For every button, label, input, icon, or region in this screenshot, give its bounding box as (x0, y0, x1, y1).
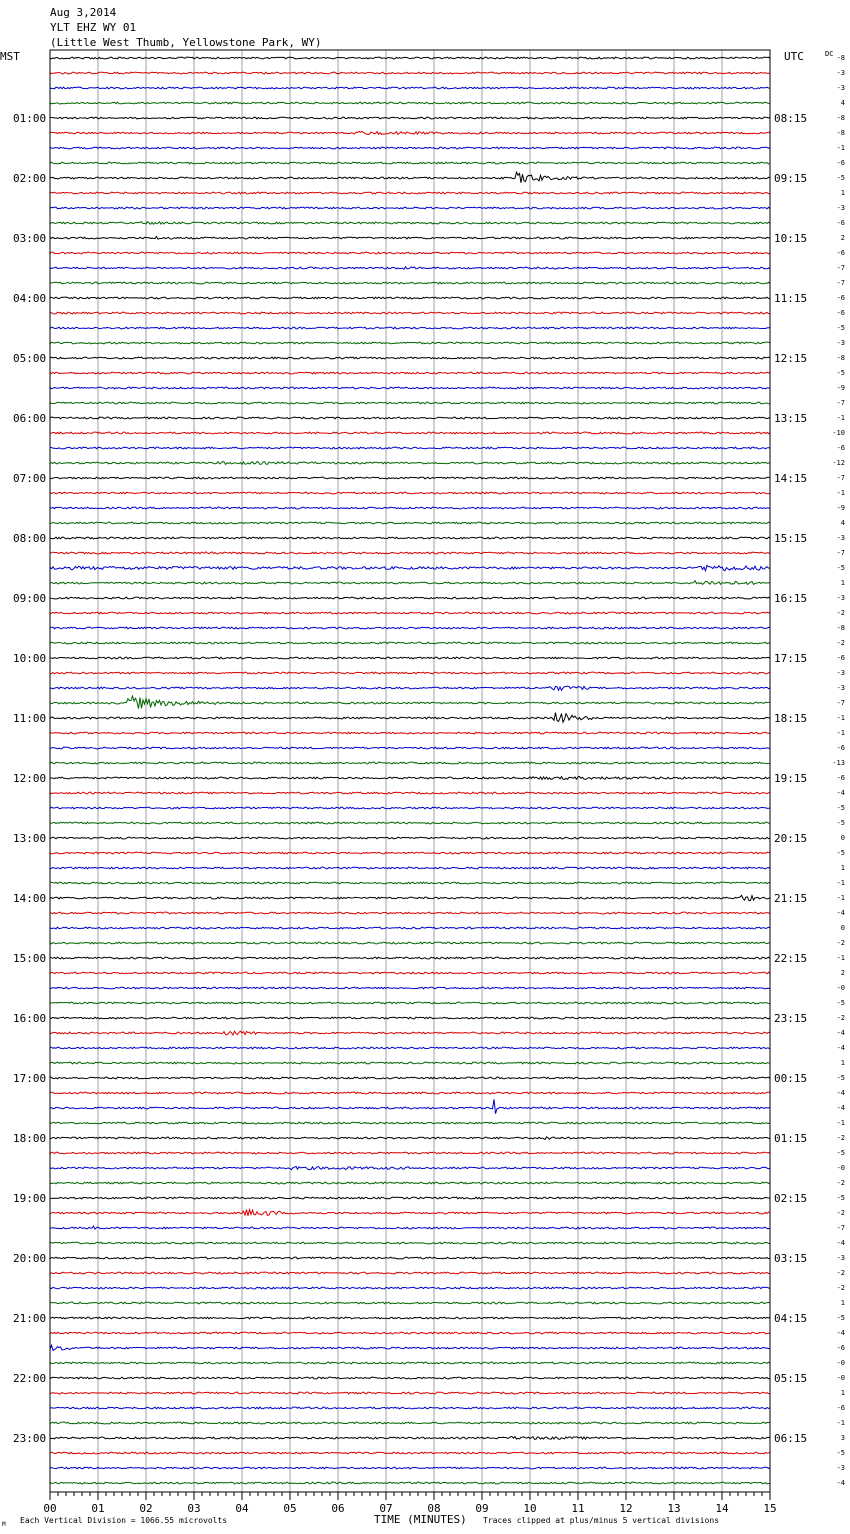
dc-offset-label: -0 (836, 1374, 845, 1382)
dc-offset-label: -3 (836, 594, 845, 602)
dc-offset-label: -4 (836, 1104, 845, 1112)
station-date: Aug 3,2014 (50, 6, 117, 19)
seismic-trace (50, 417, 770, 419)
seismic-trace (50, 657, 770, 659)
dc-offset-label: -5 (836, 1149, 845, 1157)
x-axis (43, 1492, 776, 1515)
seismic-trace (50, 927, 770, 929)
seismic-trace (50, 282, 770, 284)
mst-time-label: 10:00 (13, 652, 47, 665)
dc-offset-label: -8 (836, 624, 845, 632)
dc-offset-label: -6 (836, 744, 845, 752)
x-tick-label: 09 (475, 1502, 489, 1515)
seismic-trace (50, 762, 770, 764)
dc-offset-label: -2 (836, 639, 845, 647)
mst-time-label: 12:00 (13, 772, 47, 785)
seismic-trace (50, 1182, 770, 1184)
seismic-trace (50, 402, 770, 404)
utc-time-label: 12:15 (774, 352, 808, 365)
dc-offset-label: 3 (840, 1434, 845, 1442)
x-tick-label: 03 (187, 1502, 201, 1515)
seismic-trace (50, 1332, 770, 1334)
dc-offset-label: -2 (836, 1014, 845, 1022)
mst-labels (13, 112, 46, 1445)
dc-offset-label: -5 (836, 324, 845, 332)
seismic-trace (50, 686, 770, 690)
seismic-trace (50, 87, 770, 89)
dc-offset-label: -6 (836, 444, 845, 452)
utc-time-label: 02:15 (774, 1192, 808, 1205)
dc-offset-label: -1 (836, 414, 845, 422)
seismic-trace (50, 1272, 770, 1274)
seismic-trace (50, 1242, 770, 1244)
seismic-trace (50, 327, 770, 329)
seismic-trace (50, 1002, 770, 1004)
mst-time-label: 11:00 (13, 712, 47, 725)
seismic-trace (50, 172, 770, 183)
seismic-trace (50, 747, 770, 749)
dc-offset-label: -7 (836, 264, 845, 272)
utc-time-label: 13:15 (774, 412, 808, 425)
dc-offset-label: -12 (832, 459, 845, 467)
dc-offset-label: -3 (836, 204, 845, 212)
dc-offset-label: -7 (836, 1224, 845, 1232)
dc-offset-label: -8 (836, 129, 845, 137)
dc-offset-label: -8 (836, 354, 845, 362)
seismic-trace (50, 1047, 770, 1049)
dc-offset-label: -6 (836, 1404, 845, 1412)
dc-offset-label: -1 (836, 1419, 845, 1427)
dc-offset-label: -5 (836, 999, 845, 1007)
seismic-trace (50, 207, 770, 209)
dc-offset-label: -5 (836, 804, 845, 812)
dc-offset-label: -3 (836, 534, 845, 542)
seismic-trace (50, 597, 770, 599)
dc-offset-label: -5 (836, 849, 845, 857)
dc-offset-label: 0 (840, 924, 845, 932)
seismic-trace (50, 147, 770, 149)
seismic-trace (50, 1482, 770, 1484)
dc-offset-label: 1 (840, 1299, 845, 1307)
dc-offset-label: 1 (840, 579, 845, 587)
dc-offset-label: 4 (840, 519, 845, 527)
dc-offset-label: -6 (836, 219, 845, 227)
utc-time-label: 23:15 (774, 1012, 808, 1025)
mst-time-label: 01:00 (13, 112, 47, 125)
seismic-trace (50, 957, 770, 959)
seismic-trace (50, 882, 770, 884)
mst-time-label: 14:00 (13, 892, 47, 905)
seismic-trace (50, 72, 770, 74)
seismic-trace (50, 312, 770, 314)
seismic-trace (50, 565, 770, 570)
seismic-trace (50, 222, 770, 225)
mst-time-label: 21:00 (13, 1312, 47, 1325)
dc-offset-label: -3 (836, 1254, 845, 1262)
dc-offset-label: -1 (836, 714, 845, 722)
seismic-trace (50, 1099, 770, 1113)
seismic-trace (50, 1302, 770, 1304)
dc-offset-label: -7 (836, 549, 845, 557)
seismic-trace (50, 696, 770, 709)
seismic-trace (50, 1452, 770, 1454)
dc-offset-label: -5 (836, 1194, 845, 1202)
dc-offset-label: -3 (836, 69, 845, 77)
dc-offset-label: -2 (836, 1134, 845, 1142)
dc-offset-label: -3 (836, 669, 845, 677)
dc-offset-label: -1 (836, 144, 845, 152)
utc-time-label: 06:15 (774, 1432, 808, 1445)
seismic-trace (50, 1345, 770, 1350)
seismic-trace (50, 492, 770, 494)
seismic-trace (50, 1467, 770, 1469)
seismic-trace (50, 1137, 770, 1140)
dc-offset-label: -2 (836, 939, 845, 947)
seismic-trace (50, 837, 770, 839)
dc-offset-label: -9 (836, 384, 845, 392)
dc-offset-label: -8 (836, 114, 845, 122)
seismic-trace (50, 1362, 770, 1364)
seismic-trace (50, 537, 770, 539)
dc-offset-label: -4 (836, 1239, 845, 1247)
seismic-trace (50, 432, 770, 434)
mst-time-label: 04:00 (13, 292, 47, 305)
seismic-trace (50, 57, 770, 59)
seismic-trace (50, 1287, 770, 1289)
seismic-trace (50, 267, 770, 269)
clip-note: Traces clipped at plus/minus 5 vertical divisions (483, 1516, 720, 1525)
dc-offset-label: -4 (836, 1089, 845, 1097)
seismic-trace (50, 777, 770, 780)
mst-time-label: 09:00 (13, 592, 47, 605)
seismic-trace (50, 912, 770, 914)
dc-offset-label: -2 (836, 1179, 845, 1187)
dc-offset-label: -13 (832, 759, 845, 767)
utc-time-label: 20:15 (774, 832, 808, 845)
seismic-trace (50, 522, 770, 524)
seismic-trace (50, 852, 770, 854)
utc-time-label: 05:15 (774, 1372, 808, 1385)
utc-time-label: 10:15 (774, 232, 808, 245)
dc-offset-label: 1 (840, 864, 845, 872)
seismic-trace (50, 131, 770, 134)
utc-time-label: 22:15 (774, 952, 808, 965)
seismic-trace (50, 102, 770, 104)
seismic-trace (50, 1197, 770, 1199)
seismic-trace (50, 942, 770, 944)
scale-note: Each Vertical Division = 1066.55 microvolts (20, 1516, 228, 1525)
dc-offset-label: -5 (836, 1314, 845, 1322)
seismic-trace (50, 192, 770, 194)
dc-offset-label: -8 (836, 54, 845, 62)
dc-offset-label: -5 (836, 174, 845, 182)
dc-offset-label: -2 (836, 1209, 845, 1217)
seismic-trace (50, 1152, 770, 1154)
utc-time-label: 18:15 (774, 712, 808, 725)
dc-offset-label: 2 (840, 969, 845, 977)
dc-offset-label: -3 (836, 339, 845, 347)
utc-time-label: 17:15 (774, 652, 808, 665)
utc-time-label: 16:15 (774, 592, 808, 605)
dc-offset-label: -3 (836, 1464, 845, 1472)
seismic-trace (50, 477, 770, 479)
dc-offset-label: -6 (836, 1344, 845, 1352)
x-tick-label: 14 (715, 1502, 729, 1515)
dc-offset-label: -2 (836, 1269, 845, 1277)
seismic-trace (50, 792, 770, 794)
utc-time-label: 19:15 (774, 772, 808, 785)
dc-offset-label: -2 (836, 1284, 845, 1292)
dc-offset-label: -2 (836, 609, 845, 617)
x-tick-label: 11 (571, 1502, 585, 1515)
seismic-trace (50, 1422, 770, 1424)
seismic-trace (50, 372, 770, 374)
seismic-trace (50, 1166, 770, 1169)
mst-time-label: 05:00 (13, 352, 47, 365)
utc-time-label: 00:15 (774, 1072, 808, 1085)
x-axis-title: TIME (MINUTES) (374, 1513, 467, 1526)
mst-time-label: 20:00 (13, 1252, 47, 1265)
seismic-trace (50, 867, 770, 869)
dc-offset-label: 1 (840, 1059, 845, 1067)
dc-offset-label: -5 (836, 564, 845, 572)
dc-offset-label: -6 (836, 294, 845, 302)
utc-time-label: 03:15 (774, 1252, 808, 1265)
dc-offset-label: 2 (840, 234, 845, 242)
seismic-trace (50, 642, 770, 644)
seismic-trace (50, 1092, 770, 1094)
dc-offset-label: -7 (836, 699, 845, 707)
x-tick-label: 00 (43, 1502, 57, 1515)
seismic-trace (50, 1226, 770, 1229)
dc-label: DC (825, 50, 834, 58)
seismic-trace (50, 822, 770, 824)
x-tick-label: 05 (283, 1502, 297, 1515)
dc-offset-label: -1 (836, 1119, 845, 1127)
mst-time-label: 22:00 (13, 1372, 47, 1385)
dc-offset-labels (832, 54, 845, 1487)
seismic-trace (50, 732, 770, 734)
dc-offset-label: -3 (836, 84, 845, 92)
mst-time-label: 19:00 (13, 1192, 47, 1205)
seismic-trace (50, 236, 770, 239)
seismic-trace (50, 627, 770, 629)
seismic-trace (50, 807, 770, 809)
seismic-trace (50, 162, 770, 164)
dc-offset-label: -1 (836, 894, 845, 902)
utc-time-label: 09:15 (774, 172, 808, 185)
utc-time-label: 15:15 (774, 532, 808, 545)
seismic-trace (50, 1017, 770, 1019)
dc-offset-label: -7 (836, 474, 845, 482)
dc-offset-label: -5 (836, 1074, 845, 1082)
dc-offset-label: -6 (836, 309, 845, 317)
mst-time-label: 13:00 (13, 832, 47, 845)
seismic-trace (50, 1122, 770, 1124)
seismic-trace (50, 507, 770, 509)
seismic-trace (50, 1210, 770, 1216)
utc-time-label: 01:15 (774, 1132, 808, 1145)
dc-offset-label: 1 (840, 1389, 845, 1397)
seismic-trace (50, 357, 770, 359)
x-tick-label: 01 (91, 1502, 105, 1515)
dc-offset-label: -7 (836, 399, 845, 407)
dc-offset-label: -6 (836, 159, 845, 167)
mst-time-label: 16:00 (13, 1012, 47, 1025)
seismic-trace (50, 672, 770, 674)
dc-offset-label: -10 (832, 429, 845, 437)
seismic-trace (50, 297, 770, 299)
seismic-trace (50, 1392, 770, 1394)
mst-axis-label: MST (0, 50, 20, 63)
dc-offset-label: -5 (836, 819, 845, 827)
mst-time-label: 18:00 (13, 1132, 47, 1145)
dc-offset-label: -5 (836, 369, 845, 377)
utc-time-label: 14:15 (774, 472, 808, 485)
dc-offset-label: -4 (836, 1044, 845, 1052)
seismic-trace (50, 1377, 770, 1379)
mst-time-label: 03:00 (13, 232, 47, 245)
seismic-trace (50, 552, 770, 554)
x-tick-label: 06 (331, 1502, 345, 1515)
dc-offset-label: -0 (836, 1359, 845, 1367)
dc-offset-label: 1 (840, 189, 845, 197)
dc-offset-label: -9 (836, 504, 845, 512)
dc-offset-label: -5 (836, 1449, 845, 1457)
seismic-trace (50, 713, 770, 723)
dc-offset-label: -3 (836, 684, 845, 692)
seismic-trace (50, 1317, 770, 1319)
x-tick-label: 13 (667, 1502, 681, 1515)
dc-offset-label: -0 (836, 984, 845, 992)
dc-offset-label: -4 (836, 1329, 845, 1337)
dc-offset-label: -1 (836, 729, 845, 737)
seismic-trace (50, 581, 770, 585)
seismic-trace (50, 612, 770, 614)
x-tick-label: 12 (619, 1502, 633, 1515)
seismic-trace (50, 1257, 770, 1259)
dc-offset-label: -4 (836, 1479, 845, 1487)
seismic-trace (50, 462, 770, 465)
seismic-trace (50, 1437, 770, 1440)
dc-offset-label: -7 (836, 279, 845, 287)
dc-offset-label: -1 (836, 954, 845, 962)
seismic-trace (50, 387, 770, 389)
trace-group (50, 57, 770, 1484)
utc-labels (774, 112, 807, 1445)
seismic-trace (50, 1062, 770, 1064)
mst-time-label: 06:00 (13, 412, 47, 425)
seismic-trace (50, 895, 770, 900)
dc-offset-label: -6 (836, 249, 845, 257)
mst-time-label: 15:00 (13, 952, 47, 965)
corner-mark: M (2, 1521, 6, 1528)
x-tick-label: 08 (427, 1502, 441, 1515)
seismic-trace (50, 447, 770, 449)
x-tick-label: 07 (379, 1502, 393, 1515)
x-tick-label: 15 (763, 1502, 777, 1515)
utc-time-label: 04:15 (774, 1312, 808, 1325)
dc-offset-label: -4 (836, 909, 845, 917)
time-grid (98, 50, 722, 1492)
seismic-trace (50, 342, 770, 344)
dc-offset-label: 0 (840, 834, 845, 842)
utc-time-label: 08:15 (774, 112, 808, 125)
seismic-trace (50, 252, 770, 254)
utc-time-label: 11:15 (774, 292, 808, 305)
station-location: (Little West Thumb, Yellowstone Park, WY) (50, 36, 322, 49)
station-code: YLT EHZ WY 01 (50, 21, 137, 34)
dc-offset-label: -1 (836, 489, 845, 497)
seismic-trace (50, 1407, 770, 1409)
dc-offset-label: -4 (836, 1029, 845, 1037)
x-tick-label: 04 (235, 1502, 249, 1515)
seismic-trace (50, 972, 770, 974)
seismic-trace (50, 1077, 770, 1079)
plot-frame (50, 50, 770, 1492)
mst-time-label: 23:00 (13, 1432, 47, 1445)
utc-axis-label: UTC (784, 50, 804, 63)
seismic-trace (50, 987, 770, 989)
mst-time-label: 08:00 (13, 532, 47, 545)
dc-offset-label: 4 (840, 99, 845, 107)
dc-offset-label: -0 (836, 1164, 845, 1172)
seismic-trace (50, 1031, 770, 1035)
mst-time-label: 02:00 (13, 172, 47, 185)
seismic-trace (50, 117, 770, 119)
mst-time-label: 17:00 (13, 1072, 47, 1085)
utc-time-label: 21:15 (774, 892, 808, 905)
x-tick-label: 02 (139, 1502, 153, 1515)
dc-offset-label: -1 (836, 879, 845, 887)
dc-offset-label: -4 (836, 789, 845, 797)
mst-time-label: 07:00 (13, 472, 47, 485)
dc-offset-label: -6 (836, 774, 845, 782)
x-tick-label: 10 (523, 1502, 537, 1515)
dc-offset-label: -6 (836, 654, 845, 662)
